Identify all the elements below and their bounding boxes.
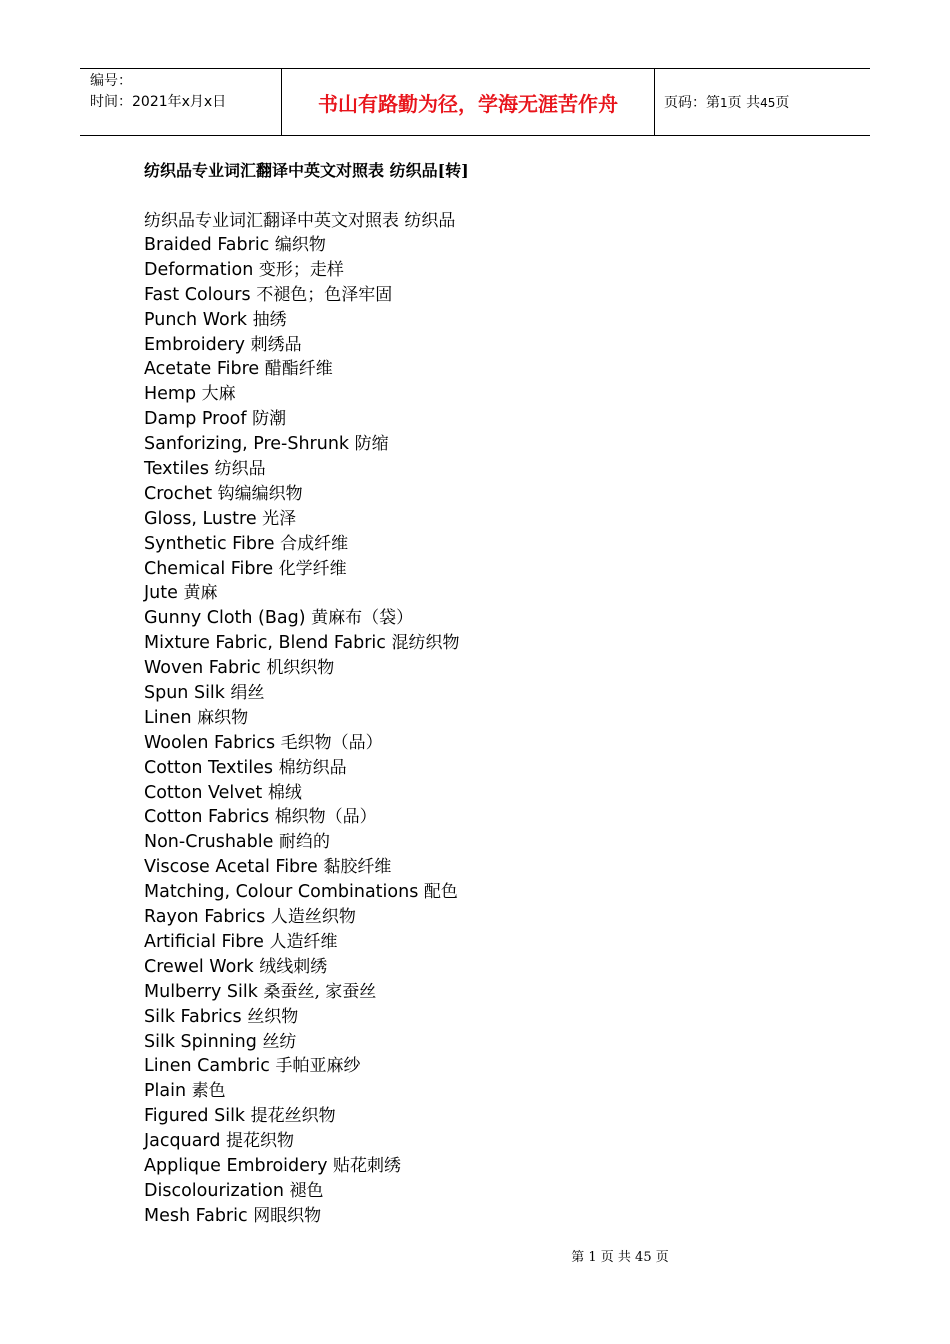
glossary-entry bbox=[144, 233, 459, 258]
entry-english: Woolen Fabrics bbox=[144, 732, 276, 753]
entry-english: Acetate Fibre bbox=[144, 359, 260, 380]
entry-english: Non-Crushable bbox=[144, 832, 274, 853]
entry-english: Fast Colours bbox=[144, 284, 251, 305]
entry-chinese: 黏胶纤维 bbox=[323, 857, 392, 878]
entry-english: Plain bbox=[144, 1081, 187, 1102]
glossary-entry bbox=[144, 905, 459, 930]
glossary-entry bbox=[144, 930, 459, 955]
entry-chinese: 贴花刺绣 bbox=[333, 1155, 402, 1176]
page-suffix: 页 bbox=[775, 95, 790, 111]
document-title: 纺织品专业词汇翻译中英文对照表 纺织品[转] bbox=[144, 161, 469, 180]
glossary-entry bbox=[144, 333, 459, 358]
glossary-entry bbox=[144, 706, 459, 731]
date-line: 时间：2021年x月x日 bbox=[90, 94, 227, 110]
entry-chinese: 机织织物 bbox=[266, 658, 335, 679]
glossary-entry bbox=[144, 1005, 459, 1030]
entry-english: Applique Embroidery bbox=[144, 1155, 328, 1176]
entry-english: Figured Silk bbox=[144, 1106, 246, 1127]
entry-chinese: 桑蚕丝, 家蚕丝 bbox=[263, 981, 377, 1002]
glossary-entry bbox=[144, 656, 459, 681]
page-footer: 第 1 页 共 45 页 bbox=[571, 1250, 669, 1265]
document-subtitle: 纺织品专业词汇翻译中英文对照表 纺织品 bbox=[144, 211, 456, 231]
header-motto-cell bbox=[282, 69, 655, 135]
glossary-entry bbox=[144, 1179, 459, 1204]
glossary-entry bbox=[144, 781, 459, 806]
entry-chinese: 丝纺 bbox=[262, 1031, 297, 1052]
entry-chinese: 手帕亚麻纱 bbox=[275, 1056, 361, 1077]
entry-english: Rayon Fabrics bbox=[144, 907, 266, 928]
entry-chinese: 防潮 bbox=[252, 409, 287, 430]
glossary-entry bbox=[144, 407, 459, 432]
entry-chinese: 绢丝 bbox=[230, 683, 265, 704]
entry-chinese: 不褪色；色泽牢固 bbox=[256, 284, 393, 305]
entry-chinese: 合成纤维 bbox=[280, 533, 349, 554]
entry-english: Crochet bbox=[144, 483, 213, 504]
entry-english: Silk Spinning bbox=[144, 1031, 257, 1052]
glossary-entry bbox=[144, 855, 459, 880]
page-info bbox=[664, 92, 789, 112]
entry-english: Deformation bbox=[144, 259, 254, 280]
entry-chinese: 黄麻 bbox=[183, 583, 218, 604]
entry-english: Mulberry Silk bbox=[144, 981, 258, 1002]
page-current: 1 bbox=[720, 96, 728, 110]
motto-text: 书山有路勤为径，学海无涯苦作舟 bbox=[318, 91, 618, 116]
glossary-entry bbox=[144, 457, 459, 482]
entry-english: Mixture Fabric, Blend Fabric bbox=[144, 633, 386, 654]
entry-chinese: 提花织物 bbox=[226, 1131, 295, 1152]
entry-english: Jacquard bbox=[144, 1131, 221, 1152]
entry-english: Woven Fabric bbox=[144, 658, 261, 679]
page-prefix: 页码：第 bbox=[664, 95, 720, 111]
number-label: 编号： bbox=[90, 73, 132, 89]
entry-chinese: 钩编编织物 bbox=[217, 483, 303, 504]
entry-english: Cotton Textiles bbox=[144, 757, 274, 778]
glossary-entry bbox=[144, 805, 459, 830]
entry-english: Crewel Work bbox=[144, 956, 254, 977]
entry-english: Chemical Fibre bbox=[144, 558, 274, 579]
entry-chinese: 素色 bbox=[191, 1081, 226, 1102]
entry-english: Hemp bbox=[144, 384, 197, 405]
glossary-entry bbox=[144, 557, 459, 582]
entry-chinese: 提花丝织物 bbox=[250, 1106, 336, 1127]
entry-english: Gloss, Lustre bbox=[144, 508, 257, 529]
page-header bbox=[80, 68, 870, 136]
entry-english: Punch Work bbox=[144, 309, 248, 330]
glossary-entry bbox=[144, 532, 459, 557]
entry-chinese: 丝织物 bbox=[247, 1006, 299, 1027]
entry-chinese: 黄麻布（袋） bbox=[311, 608, 414, 629]
glossary-entry bbox=[144, 1154, 459, 1179]
glossary-entry bbox=[144, 681, 459, 706]
entry-chinese: 褪色 bbox=[289, 1180, 324, 1201]
glossary-entry bbox=[144, 631, 459, 656]
entry-chinese: 醋酯纤维 bbox=[264, 359, 333, 380]
entry-english: Spun Silk bbox=[144, 683, 225, 704]
glossary-entry bbox=[144, 880, 459, 905]
glossary-entry bbox=[144, 731, 459, 756]
entry-english: Discolourization bbox=[144, 1180, 284, 1201]
entry-chinese: 刺绣品 bbox=[250, 334, 302, 355]
entry-chinese: 绒线刺绣 bbox=[259, 956, 328, 977]
glossary-entry bbox=[144, 432, 459, 457]
entry-chinese: 纺织品 bbox=[214, 459, 266, 480]
glossary-list bbox=[144, 233, 459, 1229]
entry-english: Matching, Colour Combinations bbox=[144, 882, 419, 903]
entry-chinese: 麻织物 bbox=[197, 707, 249, 728]
entry-english: Silk Fabrics bbox=[144, 1006, 242, 1027]
header-page-cell bbox=[655, 69, 870, 135]
entry-english: Jute bbox=[144, 583, 178, 604]
page-total: 45 bbox=[760, 96, 776, 110]
glossary-entry bbox=[144, 1079, 459, 1104]
entry-chinese: 网眼织物 bbox=[253, 1205, 322, 1226]
entry-english: Artificial Fibre bbox=[144, 931, 264, 952]
glossary-entry bbox=[144, 581, 459, 606]
glossary-entry bbox=[144, 258, 459, 283]
entry-english: Damp Proof bbox=[144, 409, 247, 430]
entry-chinese: 混纺织物 bbox=[391, 633, 460, 654]
glossary-entry bbox=[144, 1204, 459, 1229]
entry-chinese: 防缩 bbox=[354, 434, 389, 455]
entry-english: Sanforizing, Pre-Shrunk bbox=[144, 434, 350, 455]
entry-chinese: 光泽 bbox=[262, 508, 297, 529]
entry-chinese: 化学纤维 bbox=[278, 558, 347, 579]
entry-english: Cotton Velvet bbox=[144, 782, 263, 803]
glossary-entry bbox=[144, 606, 459, 631]
glossary-entry bbox=[144, 507, 459, 532]
header-info-cell bbox=[80, 69, 282, 135]
glossary-entry bbox=[144, 830, 459, 855]
entry-english: Synthetic Fibre bbox=[144, 533, 275, 554]
entry-english: Mesh Fabric bbox=[144, 1205, 248, 1226]
entry-chinese: 毛织物（品） bbox=[280, 732, 383, 753]
entry-chinese: 棉纺织品 bbox=[278, 757, 347, 778]
entry-chinese: 耐绉的 bbox=[278, 832, 330, 853]
glossary-entry bbox=[144, 482, 459, 507]
entry-english: Embroidery bbox=[144, 334, 246, 355]
page-mid: 页 共 bbox=[727, 95, 761, 111]
entry-english: Linen Cambric bbox=[144, 1056, 270, 1077]
glossary-entry bbox=[144, 382, 459, 407]
glossary-entry bbox=[144, 1104, 459, 1129]
entry-chinese: 大麻 bbox=[201, 384, 236, 405]
entry-chinese: 人造丝织物 bbox=[270, 907, 356, 928]
glossary-entry bbox=[144, 756, 459, 781]
entry-chinese: 棉织物（品） bbox=[274, 807, 377, 828]
entry-english: Braided Fabric bbox=[144, 235, 270, 255]
glossary-entry bbox=[144, 955, 459, 980]
entry-english: Cotton Fabrics bbox=[144, 807, 270, 828]
glossary-entry bbox=[144, 357, 459, 382]
entry-chinese: 配色 bbox=[423, 882, 458, 903]
entry-english: Gunny Cloth (Bag) bbox=[144, 608, 306, 629]
glossary-entry bbox=[144, 1054, 459, 1079]
entry-chinese: 编织物 bbox=[274, 235, 326, 255]
entry-chinese: 棉绒 bbox=[267, 782, 302, 803]
glossary-entry bbox=[144, 1030, 459, 1055]
glossary-entry bbox=[144, 980, 459, 1005]
entry-chinese: 抽绣 bbox=[252, 309, 287, 330]
entry-chinese: 变形；走样 bbox=[258, 259, 344, 280]
entry-chinese: 人造纤维 bbox=[269, 931, 338, 952]
glossary-entry bbox=[144, 308, 459, 333]
entry-english: Textiles bbox=[144, 459, 210, 480]
entry-english: Linen bbox=[144, 707, 192, 728]
entry-english: Viscose Acetal Fibre bbox=[144, 857, 318, 878]
glossary-entry bbox=[144, 283, 459, 308]
glossary-entry bbox=[144, 1129, 459, 1154]
